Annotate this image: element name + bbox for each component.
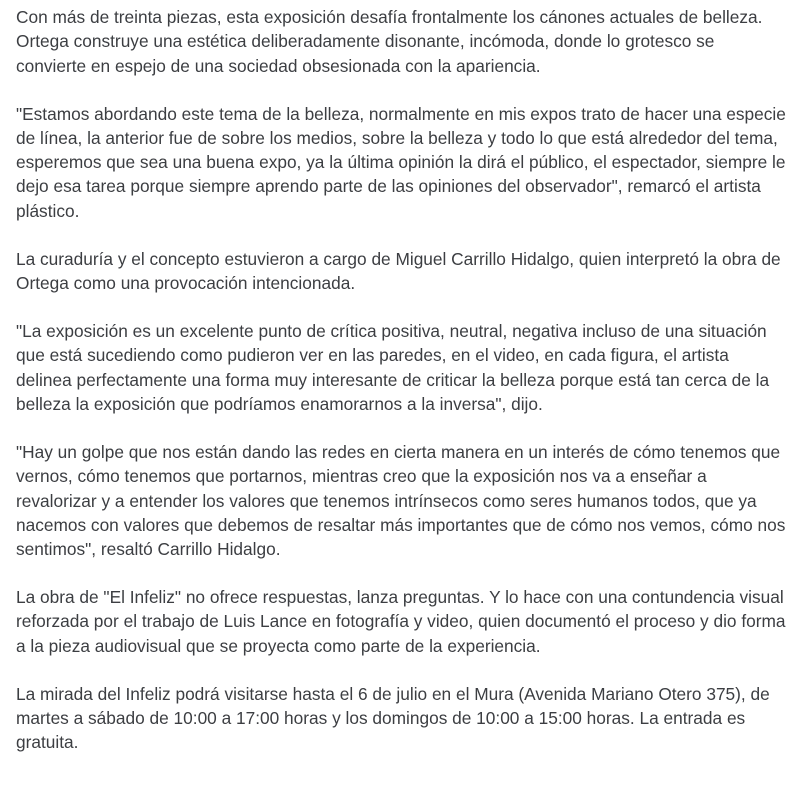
paragraph-visit-info: La mirada del Infeliz podrá visitarse hasta el 6 de julio en el Mura (Avenida Mariano Otero 375), de martes a sábado de 10:00 a 17:00 horas y los domingos de 10:00 a 15:00 horas. La entrada es gratuita. (16, 683, 770, 753)
paragraph-intro: Con más de treinta piezas, esta exposición desafía frontalmente los cánones actuales de belleza. Ortega construye una estética deliberadamente disonante, incómoda, donde lo grotesco se convierte en espejo de una sociedad obsesionada con la apariencia. (16, 7, 763, 76)
paragraph-credits: La obra de "El Infeliz" no ofrece respuestas, lanza preguntas. Y lo hace con una contundencia visual reforzada por el trabajo de Luis Lance en fotografía y video, quien documentó el proceso y dio forma a la pieza audiovisual que se proyecta como parte de la experiencia. (16, 587, 786, 656)
article-body (16, 5, 788, 755)
paragraph-curation: La curaduría y el concepto estuvieron a cargo de Miguel Carrillo Hidalgo, quien interpretó la obra de Ortega como una provocación intencionada. (16, 248, 781, 294)
paragraph-artist-quote: "Estamos abordando este tema de la belleza, normalmente en mis expos trato de hacer una especie de línea, la anterior fue de sobre los medios, sobre la belleza y todo lo que está alrededor del tema, esperemos que sea una buena expo, ya la última opinión la dirá el público, el espectador, siempre le dejo esa tarea porque siempre aprendo parte de las opiniones del observador", remarcó el artista plástico. (16, 103, 786, 221)
paragraph-curator-quote-2: "Hay un golpe que nos están dando las redes en cierta manera en un interés de cómo tenemos que vernos, cómo tenemos que portarnos, mientras creo que la exposición nos va a enseñar a revalorizar y a entender los valores que tenemos intrínsecos como seres humanos todos, que ya nacemos con valores que debemos de resaltar más importantes que de cómo nos vemos, cómo nos sentimos", resaltó Carrillo Hidalgo. (16, 441, 786, 560)
paragraph-curator-quote-1: "La exposición es un excelente punto de crítica positiva, neutral, negativa incluso de una situación que está sucediendo como pudieron ver en las paredes, en el video, en cada figura, el artista delinea perfectamente una forma muy interesante de criticar la belleza porque está tan cerca de la belleza la exposición que podríamos enamorarnos a la inversa", dijo. (16, 321, 770, 414)
